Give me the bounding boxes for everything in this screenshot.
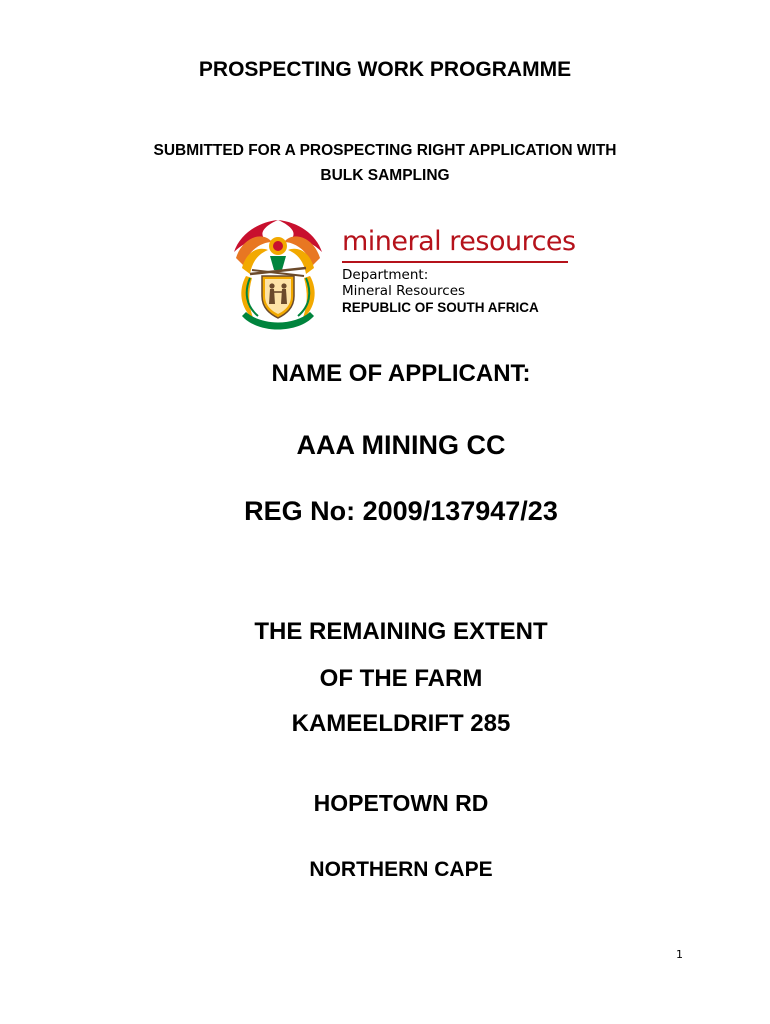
brand-wordmark: mineral resources (342, 226, 576, 257)
country-name: REPUBLIC OF SOUTH AFRICA (342, 299, 539, 315)
location-line-2: OF THE FARM (319, 665, 483, 692)
applicant-label: NAME OF APPLICANT: (271, 360, 531, 387)
brand-divider (342, 261, 568, 263)
document-title: PROSPECTING WORK PROGRAMME (198, 58, 572, 81)
page-number: 1 (676, 948, 683, 961)
registration-number: REG No: 2009/137947/23 (244, 496, 558, 526)
farm-name: KAMEELDRIFT 285 (291, 710, 511, 737)
department-logo (228, 212, 576, 337)
province-name: NORTHERN CAPE (309, 858, 493, 881)
applicant-name: AAA MINING CC (296, 430, 506, 460)
subtitle-line-2: BULK SAMPLING (320, 167, 450, 184)
location-line-1: THE REMAINING EXTENT (254, 618, 548, 645)
road-name: HOPETOWN RD (313, 790, 489, 816)
department-label: Department: (342, 266, 429, 283)
department-name: Mineral Resources (342, 282, 466, 299)
subtitle-line-1: SUBMITTED FOR A PROSPECTING RIGHT APPLICATION WITH (153, 142, 617, 159)
coat-of-arms-icon (228, 212, 328, 337)
